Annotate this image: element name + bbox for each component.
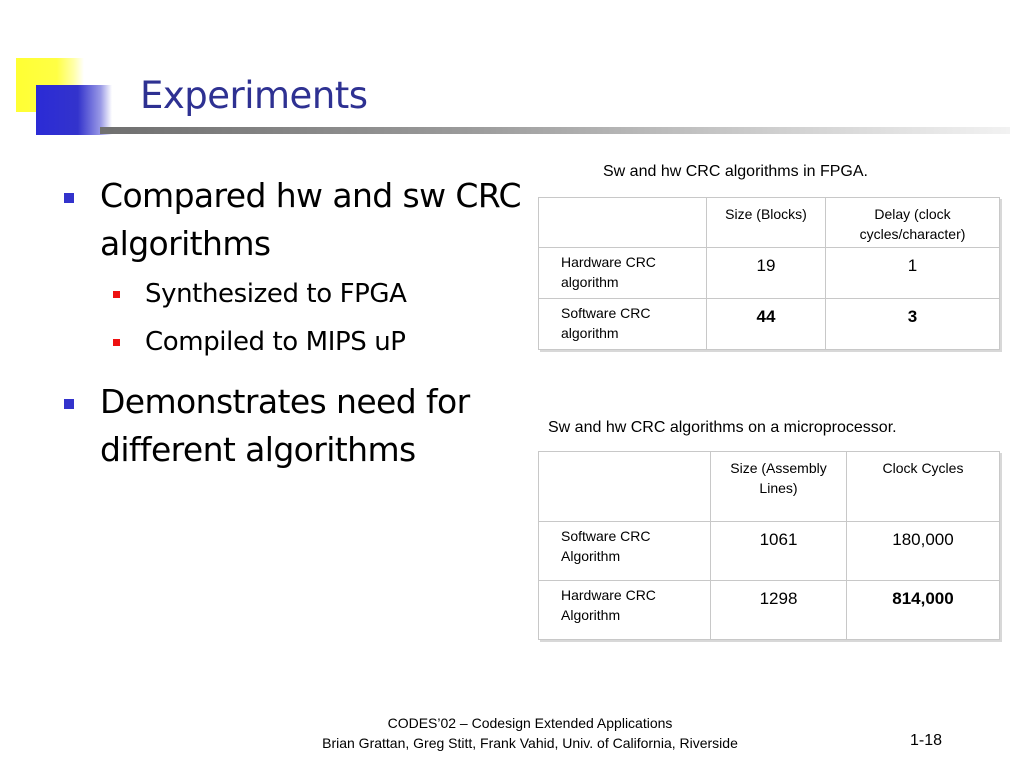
table-header-cell: Size (Assembly Lines) bbox=[711, 452, 847, 522]
sub-bullet-item bbox=[62, 318, 522, 366]
fpga-table bbox=[538, 197, 1000, 350]
table-cell: 1061 bbox=[711, 522, 847, 581]
table-cell: 1298 bbox=[711, 581, 847, 640]
sub-bullet-item bbox=[62, 270, 522, 318]
sub-bullet-text: Compiled to MIPS uP bbox=[145, 327, 406, 357]
square-bullet-icon bbox=[113, 339, 120, 346]
slide-footer bbox=[200, 713, 860, 753]
table-row bbox=[539, 299, 1000, 350]
table-cell: 1 bbox=[826, 248, 1000, 299]
row-label-cell: Software CRC algorithm bbox=[539, 299, 707, 350]
sub-bullet-list bbox=[62, 270, 522, 366]
table-cell: 44 bbox=[707, 299, 826, 350]
table2-caption: Sw and hw CRC algorithms on a microprocessor. bbox=[548, 419, 897, 436]
footer-line-conference: CODES’02 – Codesign Extended Applications bbox=[387, 715, 673, 731]
table-cell: 814,000 bbox=[847, 581, 1000, 640]
table-cell: 3 bbox=[826, 299, 1000, 350]
sub-bullet-text: Synthesized to FPGA bbox=[145, 279, 407, 309]
page-number: 1-18 bbox=[910, 732, 943, 749]
table1-caption: Sw and hw CRC algorithms in FPGA. bbox=[603, 163, 868, 180]
row-label-cell: Hardware CRC Algorithm bbox=[539, 581, 711, 640]
table-header-cell: Clock Cycles bbox=[847, 452, 1000, 522]
slide-title: Experiments bbox=[140, 74, 368, 117]
table-header-row bbox=[539, 452, 1000, 522]
table-header-cell bbox=[539, 452, 711, 522]
table-row bbox=[539, 522, 1000, 581]
title-underline-rule bbox=[100, 127, 1010, 134]
table-cell: 19 bbox=[707, 248, 826, 299]
row-label-cell: Hardware CRC algorithm bbox=[539, 248, 707, 299]
square-bullet-icon bbox=[64, 193, 74, 203]
microprocessor-table bbox=[538, 451, 1000, 640]
row-label-cell: Software CRC Algorithm bbox=[539, 522, 711, 581]
square-bullet-icon bbox=[113, 291, 120, 298]
bullet-text: Demonstrates need for different algorithms bbox=[100, 382, 470, 469]
table-row bbox=[539, 248, 1000, 299]
square-bullet-icon bbox=[64, 399, 74, 409]
table-header-cell: Size (Blocks) bbox=[707, 198, 826, 248]
table-header-cell: Delay (clock cycles/character) bbox=[826, 198, 1000, 248]
table-row bbox=[539, 581, 1000, 640]
bullet-text: Compared hw and sw CRC algorithms bbox=[100, 176, 521, 263]
table-cell: 180,000 bbox=[847, 522, 1000, 581]
table-header-row bbox=[539, 198, 1000, 248]
table-header-cell bbox=[539, 198, 707, 248]
bullet-list bbox=[62, 172, 522, 476]
bullet-item bbox=[62, 172, 522, 268]
bullet-item bbox=[62, 378, 522, 474]
footer-line-authors: Brian Grattan, Greg Stitt, Frank Vahid, Univ. of California, Riverside bbox=[322, 735, 738, 751]
